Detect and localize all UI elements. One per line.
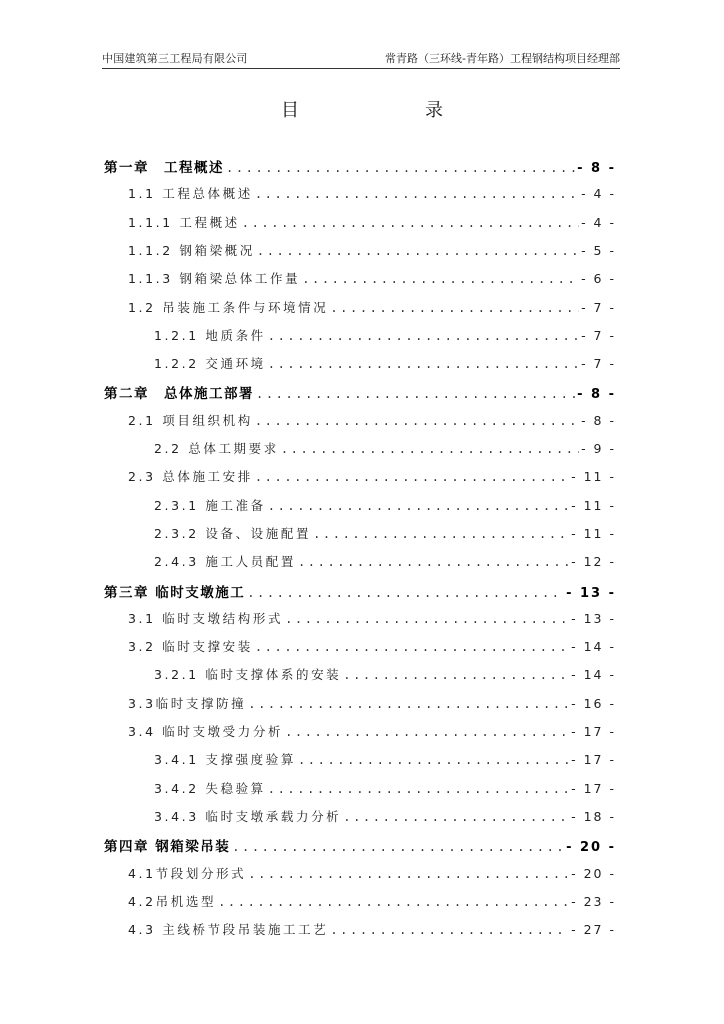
toc-entry-label: 4.2吊机选型 (128, 893, 217, 909)
toc-entry[interactable] (104, 722, 616, 744)
toc-dot-leader (247, 586, 564, 600)
toc-dot-leader (268, 357, 579, 371)
toc-entry-page-number: - 23 - (571, 893, 616, 909)
toc-entry-page-number: - 6 - (581, 271, 616, 287)
toc-entry-page-number: - 7 - (581, 327, 616, 343)
toc-dot-leader (255, 187, 579, 201)
toc-entry-label: 第一章 工程概述 (104, 160, 224, 176)
toc-entry-label: 2.3 总体施工安排 (128, 469, 253, 485)
header-project: 常青路（三环线-青年路）工程钢结构项目经理部 (385, 52, 620, 65)
toc-entry-label: 1.2 吊装施工条件与环境情况 (128, 299, 329, 315)
toc-entry[interactable] (104, 835, 616, 857)
toc-entry-page-number: - 13 - (571, 610, 616, 626)
toc-entry-label: 3.2 临时支撑安装 (128, 639, 253, 655)
toc-entry-label: 2.2 总体工期要求 (154, 441, 279, 456)
toc-entry-label: 第四章 钢箱梁吊装 (104, 839, 231, 856)
toc-dot-leader (330, 923, 569, 937)
toc-entry[interactable] (104, 524, 616, 546)
toc-entry-label: 1.2.1 地质条件 (154, 327, 266, 343)
toc-entry[interactable] (104, 581, 616, 603)
page-header (102, 50, 620, 69)
toc-entry-label: 1.1.3 钢箱梁总体工作量 (128, 271, 301, 287)
toc-entry-page-number: - 17 - (571, 780, 616, 796)
toc-dot-leader (242, 216, 579, 230)
toc-entry-label: 3.3临时支撑防撞 (128, 695, 247, 711)
toc-entry[interactable] (104, 807, 616, 829)
toc-entry-label: 2.1 项目组织机构 (128, 412, 253, 428)
toc-entry-page-number: - 27 - (571, 922, 616, 938)
toc-entry-page-number: - 14 - (571, 667, 616, 683)
toc-entry[interactable] (104, 382, 616, 404)
toc-entry[interactable] (104, 496, 616, 518)
toc-entry-page-number: - 11 - (571, 497, 616, 513)
toc-entry-label: 1.1.2 钢箱梁概况 (128, 242, 255, 258)
toc-entry[interactable] (104, 354, 616, 376)
toc-entry[interactable] (104, 439, 616, 461)
toc-dot-leader (302, 272, 579, 286)
toc-entry-page-number: - 5 - (581, 242, 616, 258)
toc-dot-leader (226, 161, 575, 175)
toc-entry-page-number: - 17 - (571, 752, 616, 768)
toc-entry-page-number: - 17 - (571, 724, 616, 739)
toc-entry-label: 4.1节段划分形式 (128, 865, 247, 881)
toc-entry-page-number: - 4 - (581, 214, 616, 230)
toc-entry[interactable] (104, 779, 616, 801)
toc-dot-leader (256, 387, 575, 401)
toc-entry-page-number: - 14 - (571, 639, 616, 655)
toc-entry-label: 2.3.2 设备、设施配置 (154, 525, 312, 541)
toc-dot-leader (232, 840, 564, 854)
toc-entry-label: 3.2.1 临时支撑体系的安装 (154, 667, 342, 683)
toc-entry[interactable] (104, 665, 616, 687)
toc-dot-leader (281, 442, 579, 456)
toc-entry-page-number: - 13 - (566, 585, 616, 601)
toc-entry[interactable] (104, 920, 616, 942)
page-title: 目 录 (281, 100, 473, 121)
toc-entry-page-number: - 8 - (577, 387, 616, 403)
toc-entry[interactable] (104, 750, 616, 772)
toc-entry-page-number: - 7 - (581, 356, 616, 372)
toc-dot-leader (285, 725, 569, 739)
toc-dot-leader (343, 810, 569, 824)
toc-dot-leader (330, 301, 579, 315)
toc-dot-leader (255, 640, 569, 654)
toc-dot-leader (255, 470, 569, 484)
toc-entry-label: 第二章 总体施工部署 (104, 386, 254, 403)
toc-entry-page-number: - 4 - (581, 186, 616, 202)
toc-entry-page-number: - 12 - (571, 554, 616, 570)
toc-entry[interactable] (104, 241, 616, 263)
toc-entry[interactable] (104, 213, 616, 235)
toc-dot-leader (285, 612, 569, 626)
toc-entry-page-number: - 8 - (581, 412, 616, 428)
toc-entry-label: 3.1 临时支墩结构形式 (128, 610, 284, 626)
toc-dot-leader (268, 329, 579, 343)
toc-entry-label: 1.1 工程总体概述 (128, 186, 253, 202)
toc-entry-label: 1.1.1 工程概述 (128, 214, 240, 230)
toc-entry[interactable] (104, 637, 616, 659)
toc-dot-leader (313, 527, 569, 541)
toc-entry-page-number: - 7 - (581, 299, 616, 315)
toc-entry[interactable] (104, 609, 616, 631)
toc-entry[interactable] (104, 156, 616, 178)
toc-entry-page-number: - 16 - (571, 695, 616, 711)
toc-entry[interactable] (104, 326, 616, 348)
toc-entry[interactable] (104, 411, 616, 433)
toc-dot-leader (248, 697, 569, 711)
toc-entry[interactable] (104, 184, 616, 206)
toc-dot-leader (298, 555, 569, 569)
toc-entry-page-number: - 9 - (581, 441, 616, 456)
toc-entry[interactable] (104, 298, 616, 320)
toc-entry[interactable] (104, 864, 616, 886)
toc-dot-leader (218, 895, 569, 909)
toc-entry-label: 3.4.2 失稳验算 (154, 780, 266, 796)
toc-entry-page-number: - 8 - (577, 161, 616, 176)
toc-dot-leader (255, 414, 579, 428)
toc-entry[interactable] (104, 467, 616, 489)
toc-dot-leader (298, 753, 569, 767)
toc-entry-page-number: - 11 - (571, 525, 616, 541)
toc-entry[interactable] (104, 694, 616, 716)
toc-entry-page-number: - 20 - (571, 865, 616, 881)
header-company: 中国建筑第三工程局有限公司 (102, 52, 248, 65)
toc-dot-leader (268, 782, 569, 796)
toc-entry[interactable] (104, 552, 616, 574)
toc-entry-label: 2.4.3 施工人员配置 (154, 554, 296, 570)
toc-dot-leader (268, 499, 569, 513)
toc-entry-label: 4.3 主线桥节段吊装施工工艺 (128, 922, 329, 938)
toc-entry-label: 2.3.1 施工准备 (154, 497, 266, 513)
toc-entry-label: 3.4.3 临时支墩承载力分析 (154, 808, 342, 824)
toc-dot-leader (257, 244, 579, 258)
toc-entry-label: 3.4.1 支撑强度验算 (154, 752, 296, 768)
toc-entry-label: 第三章 临时支墩施工 (104, 584, 246, 601)
toc-dot-leader (343, 668, 569, 682)
toc-entry-label: 3.4 临时支墩受力分析 (128, 724, 284, 739)
toc-entry-page-number: - 11 - (571, 469, 616, 485)
toc-entry[interactable] (104, 269, 616, 291)
toc-entry-page-number: - 18 - (571, 808, 616, 824)
toc-entry[interactable] (104, 892, 616, 914)
toc-entry-label: 1.2.2 交通环境 (154, 356, 266, 372)
toc-entry-page-number: - 20 - (566, 840, 616, 856)
toc-dot-leader (248, 867, 569, 881)
